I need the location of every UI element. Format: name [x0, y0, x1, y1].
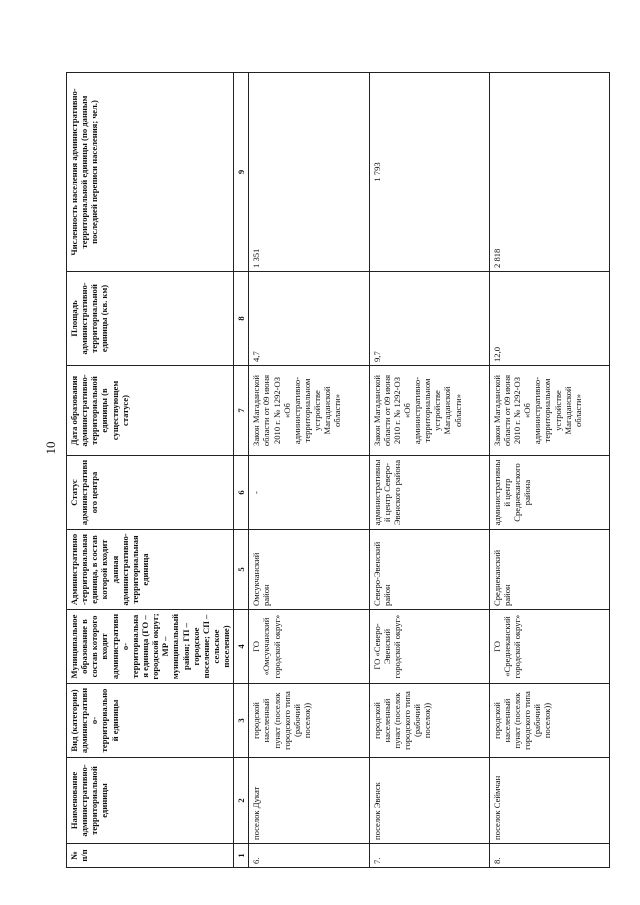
cell-parent-unit: Среднеканский район [489, 530, 609, 610]
header-cell-number: № п/п [67, 844, 234, 868]
cell-name: поселок Дукат [249, 758, 369, 844]
cell-parent-unit: Северо-Эвенский район [369, 530, 489, 610]
header-cell-center-status: Статус административного центра [67, 456, 234, 530]
header-cell-category: Вид (категория) административно-территориальной единицы [67, 684, 234, 758]
column-number-row [234, 73, 249, 868]
cell-parent-unit: Омсукчанский район [249, 530, 369, 610]
cell-population: 1 351 [249, 73, 369, 272]
cell-center-status: административный центр Северо-Эвенского района [369, 456, 489, 530]
column-number: 6 [234, 456, 249, 530]
cell-name: поселок Сеймчан [489, 758, 609, 844]
cell-number: 6. [249, 844, 369, 868]
cell-population: 1 793 [369, 73, 489, 272]
cell-established: Закон Магаданской области от 09 июня 2010 г. № 1292-ОЗ «Об административно-территориальном устройстве Магаданской области» [489, 366, 609, 456]
header-cell-parent-unit: Административно-территориальная единица, в состав которой входит данная административно-территориальная единица [67, 530, 234, 610]
table-row [489, 73, 609, 868]
header-cell-area: Площадь административно-территориальной единицы (кв. км) [67, 272, 234, 366]
page-number: 10 [43, 441, 58, 455]
header-cell-name: Наименование административно-территориальной единицы [67, 758, 234, 844]
column-number: 5 [234, 530, 249, 610]
cell-population: 2 818 [489, 73, 609, 272]
table-row [369, 73, 489, 868]
column-number: 4 [234, 610, 249, 684]
column-number: 9 [234, 73, 249, 272]
cell-area: 4,7 [249, 272, 369, 366]
cell-number: 8. [489, 844, 609, 868]
cell-area: 9,7 [369, 272, 489, 366]
cell-center-status: - [249, 456, 369, 530]
cell-municipality: ГО «Северо-Эвенский городской округ» [369, 610, 489, 684]
cell-category: городской населенный пункт (поселок городского типа (рабочий поселок)) [369, 684, 489, 758]
cell-municipality: ГО «Омсукчанский городской округ» [249, 610, 369, 684]
header-cell-established: Дата образования административно-территориальной единицы (в существующем статусе) [67, 366, 234, 456]
cell-category: городской населенный пункт (поселок городского типа (рабочий поселок)) [489, 684, 609, 758]
column-number: 8 [234, 272, 249, 366]
column-number: 3 [234, 684, 249, 758]
header-cell-population: Численность населения административно-территориальной единицы (по данным последней переписи населения; чел.) [67, 73, 234, 272]
column-number: 2 [234, 758, 249, 844]
cell-number: 7. [369, 844, 489, 868]
cell-area: 12,0 [489, 272, 609, 366]
table-row [249, 73, 369, 868]
header-row [67, 73, 234, 868]
header-cell-municipality: Муниципальное образование в состав которого входит административно-территориальная единица (ГО – городской округ; МР – муниципальный район; ГП – городское поселение; СП – сельское поселение) [67, 610, 234, 684]
cell-center-status: административный центр Среднеканского района [489, 456, 609, 530]
admin-units-table [66, 72, 610, 868]
cell-municipality: ГО «Среднеканский городской округ» [489, 610, 609, 684]
cell-established: Закон Магаданской области от 09 июня 2010 г. № 1292-ОЗ «Об административно-территориальном устройстве Магаданской области» [249, 366, 369, 456]
cell-category: городской населенный пункт (поселок городского типа (рабочий поселок)) [249, 684, 369, 758]
cell-name: поселок Эвенск [369, 758, 489, 844]
cell-established: Закон Магаданской области от 09 июня 2010 г. № 1292-ОЗ «Об административно-территориальном устройстве Магаданской области» [369, 366, 489, 456]
column-number: 1 [234, 844, 249, 868]
document-sheet [66, 73, 610, 868]
column-number: 7 [234, 366, 249, 456]
